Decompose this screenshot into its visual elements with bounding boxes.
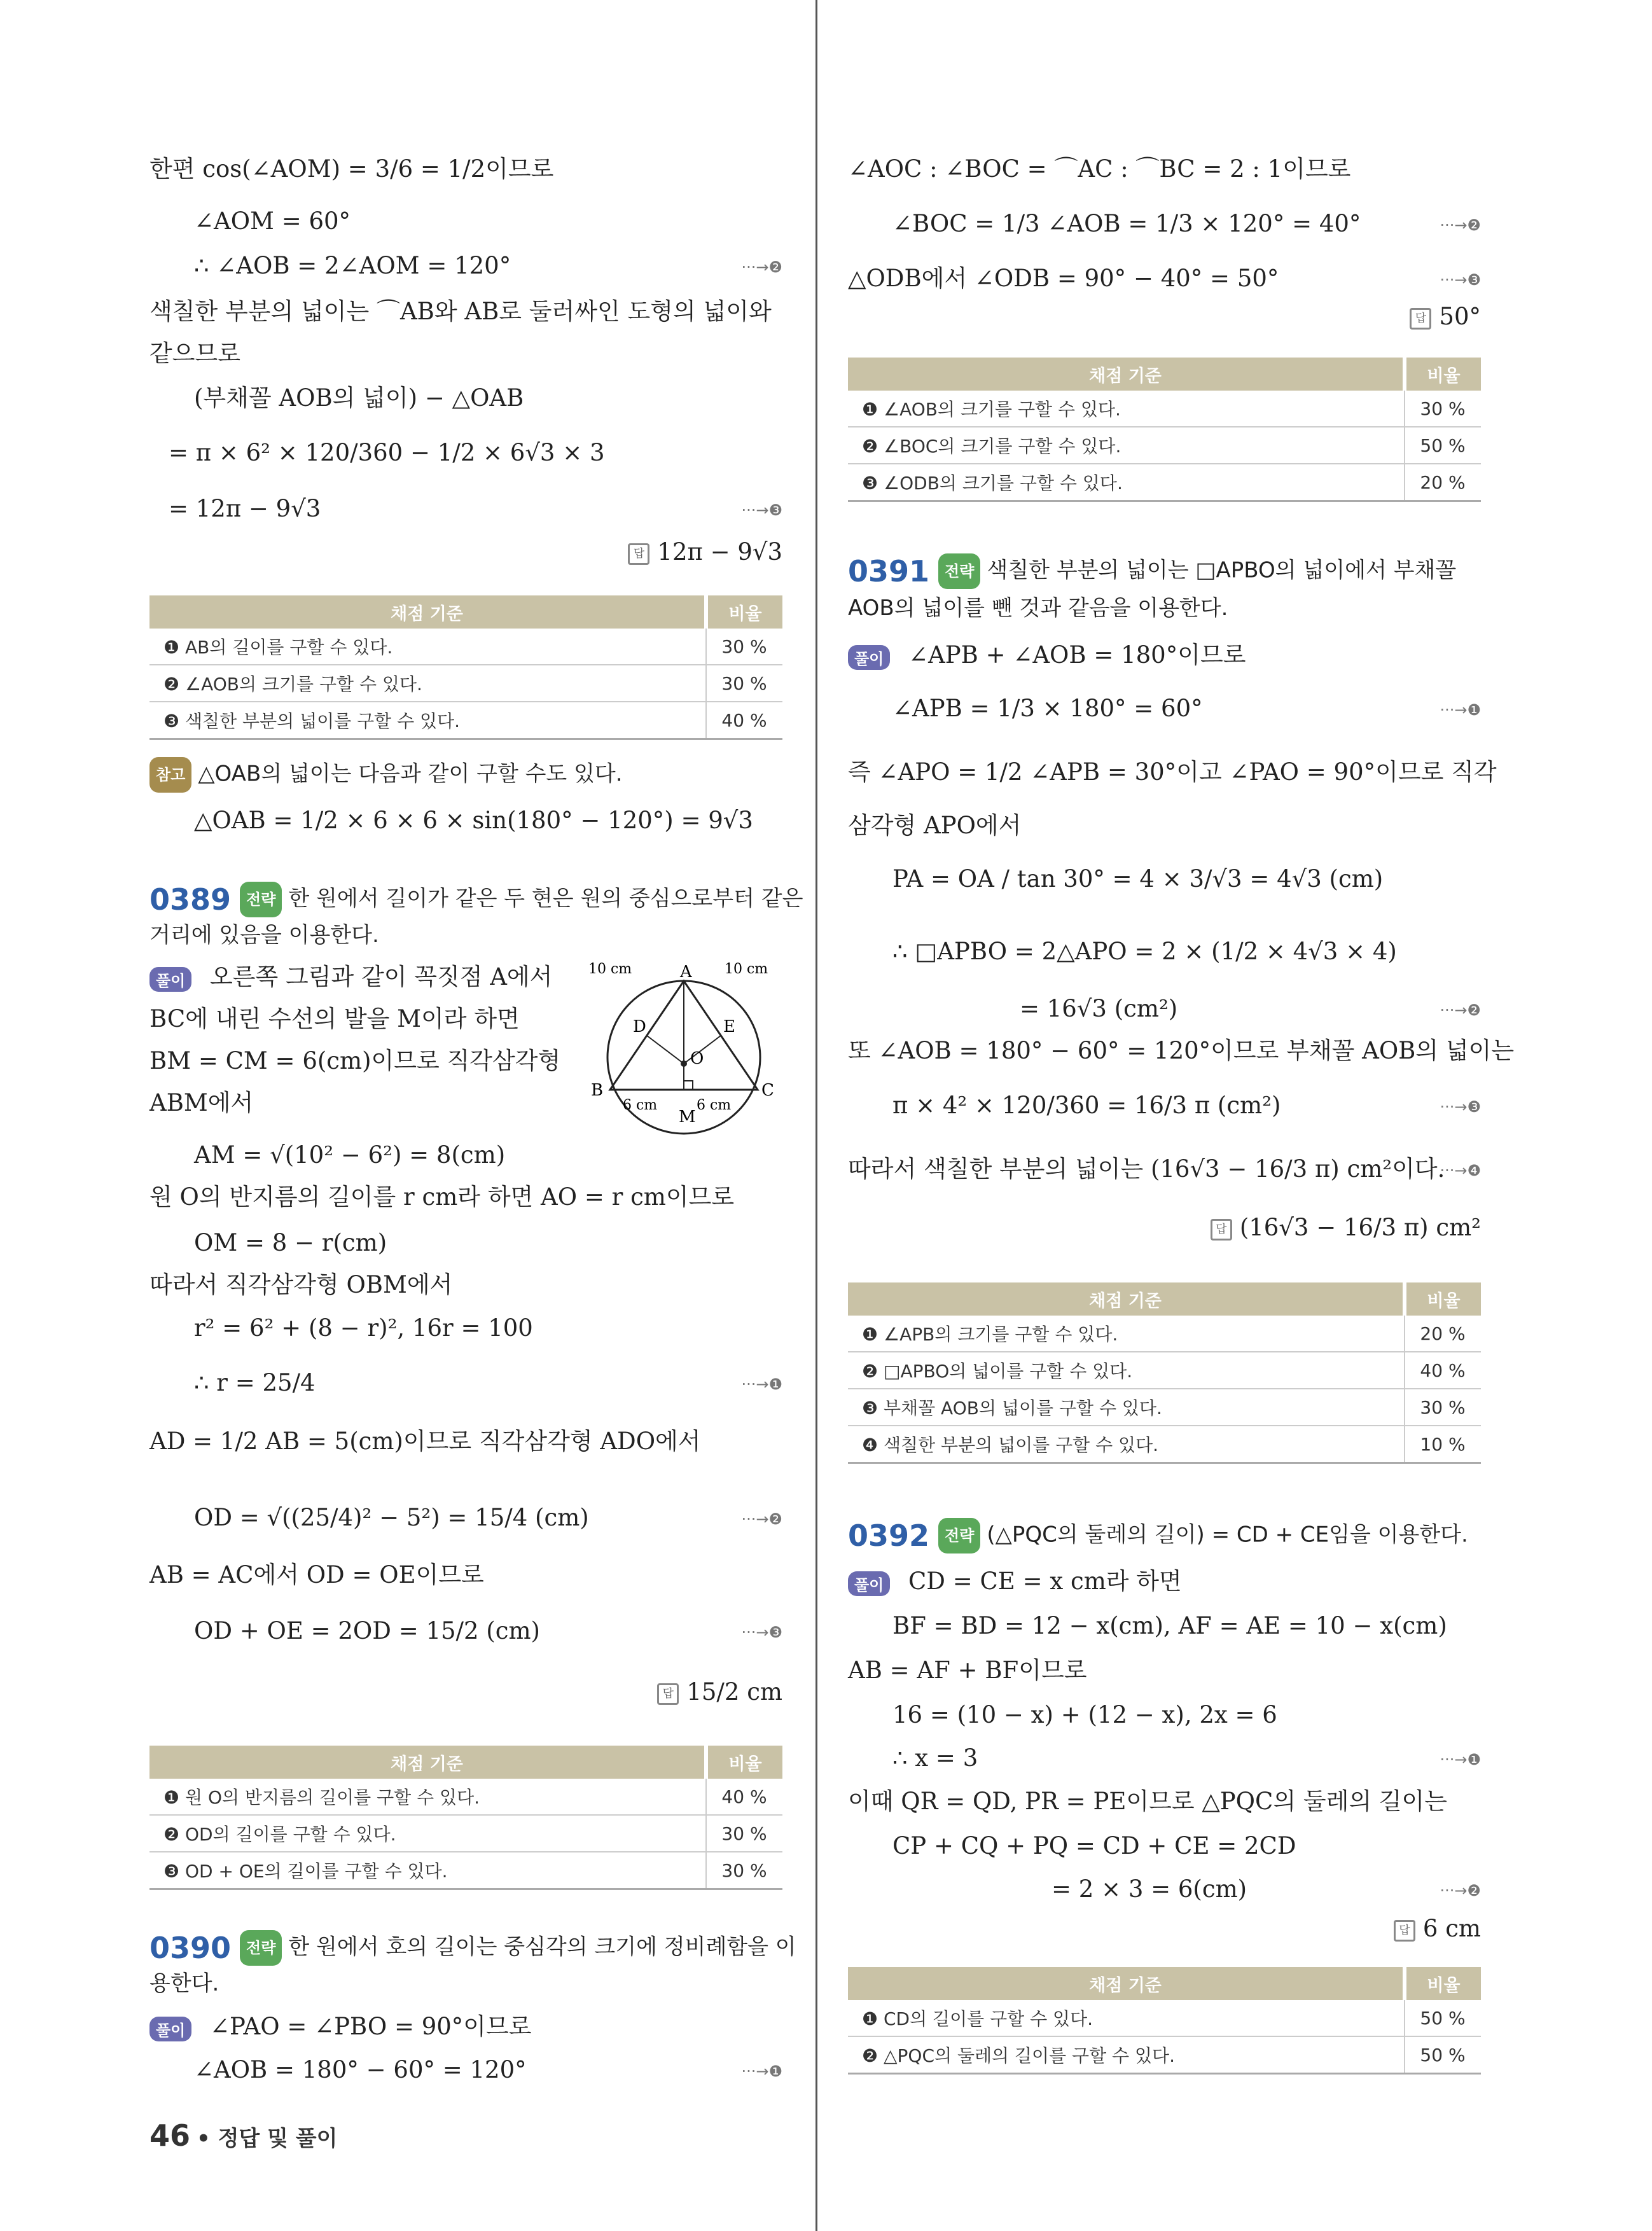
math-text: ∠APB + ∠AOB = 180°이므로 xyxy=(908,641,1246,669)
ratio-cell: 50 % xyxy=(1405,427,1481,464)
math-text: 즉 ∠APO = 1/2 ∠APB = 30°이고 ∠PAO = 90°이므로 직각 xyxy=(848,758,1497,786)
reference-tag: 참고 xyxy=(149,757,191,793)
criteria-header: 채점 기준 xyxy=(149,595,706,629)
label-m: M xyxy=(679,1108,696,1127)
problem-number: 0391 xyxy=(848,554,930,588)
math-text: AB = AF + BF이므로 xyxy=(848,1657,1087,1684)
math-line xyxy=(848,756,1497,789)
math-line xyxy=(848,1654,1481,1687)
criteria-header: 채점 기준 xyxy=(848,358,1405,391)
grading-row xyxy=(149,1815,782,1852)
step-marker xyxy=(1440,1751,1481,1769)
label-bm: 6 cm xyxy=(623,1097,658,1113)
math-text: 한편 cos(∠AOM) = 3/6 = 1/2이므로 xyxy=(149,155,554,183)
step-number: ❷ xyxy=(1467,1882,1481,1900)
math-text: 색칠한 부분의 넓이는 ⌒AB와 AB로 둘러싸인 도형의 넓이와 xyxy=(149,298,772,325)
step-marker xyxy=(1440,1162,1481,1179)
math-line xyxy=(149,1181,782,1214)
math-text: CD = CE = x cm라 하면 xyxy=(908,1567,1182,1595)
step-marker xyxy=(741,258,782,276)
math-line xyxy=(194,1501,782,1534)
problem-0391-strategy-cont: AOB의 넓이를 뺀 것과 같음을 이용한다. xyxy=(848,595,1228,621)
label-b: B xyxy=(591,1081,604,1100)
reference-note: 참고 △OAB의 넓이는 다음과 같이 구할 수도 있다. xyxy=(149,757,782,793)
ratio-cell: 30 % xyxy=(706,1852,782,1889)
step-marker xyxy=(741,501,782,519)
math-line xyxy=(194,205,782,238)
arrow-icon: ···→ xyxy=(1440,1882,1468,1900)
grading-row xyxy=(149,702,782,739)
arrow-icon: ···→ xyxy=(741,258,769,276)
math-text: 오른쪽 그림과 같이 꼭짓점 A에서 xyxy=(210,963,553,990)
strategy-tag: 전략 xyxy=(938,553,980,589)
ratio-cell: 30 % xyxy=(706,629,782,665)
math-line xyxy=(149,1268,782,1302)
math-text: r² = 6² + (8 − r)², 16r = 100 xyxy=(194,1314,533,1342)
solution-tag: 풀이 xyxy=(149,2017,191,2041)
step-marker xyxy=(1440,216,1481,234)
answer-icon: 답 xyxy=(1394,1920,1415,1942)
ratio-cell: 50 % xyxy=(1405,2000,1481,2036)
answer-icon: 답 xyxy=(1211,1219,1232,1241)
strategy-tag: 전략 xyxy=(938,1518,980,1553)
math-line xyxy=(1052,1873,1481,1906)
step-number: ❷ xyxy=(1467,1001,1481,1019)
step-number: ❸ xyxy=(1467,1098,1481,1116)
criteria-cell: ❷ ∠BOC의 크기를 구할 수 있다. xyxy=(848,427,1405,464)
arrow-icon: ···→ xyxy=(1440,701,1468,719)
step-marker xyxy=(1440,1098,1481,1116)
math-line xyxy=(892,1089,1481,1122)
ratio-header: 비율 xyxy=(1405,1282,1481,1316)
math-text: BC에 내린 수선의 발을 M이라 하면 xyxy=(149,1005,520,1032)
criteria-cell: ❹ 색칠한 부분의 넓이를 구할 수 있다. xyxy=(848,1426,1405,1463)
math-line xyxy=(149,1559,782,1592)
math-text: = 12π − 9√3 xyxy=(169,495,321,522)
step-number: ❶ xyxy=(1467,701,1481,719)
arrow-icon: ···→ xyxy=(1440,271,1468,289)
step-marker xyxy=(741,1510,782,1528)
math-text: 따라서 직각삼각형 OBM에서 xyxy=(149,1271,453,1298)
ratio-cell: 50 % xyxy=(1405,2036,1481,2074)
solution-tag: 풀이 xyxy=(149,967,191,992)
math-text: ∠AOB = 180° − 60° = 120° xyxy=(194,2056,527,2083)
criteria-header: 채점 기준 xyxy=(149,1746,706,1779)
label-d: D xyxy=(633,1017,646,1036)
ratio-cell: 40 % xyxy=(706,1779,782,1815)
criteria-cell: ❷ OD의 길이를 구할 수 있다. xyxy=(149,1815,706,1852)
math-line xyxy=(892,1609,1481,1643)
arrow-icon: ···→ xyxy=(741,1623,769,1641)
math-text: ∴ r = 25/4 xyxy=(194,1369,316,1396)
math-text: ∴ ∠AOB = 2∠AOM = 120° xyxy=(194,252,511,279)
arrow-icon: ···→ xyxy=(1440,1162,1468,1179)
math-line xyxy=(848,153,1481,186)
math-line xyxy=(908,639,1481,672)
grading-table-0388 xyxy=(149,595,782,740)
step-number: ❷ xyxy=(768,1510,782,1528)
circle-triangle-diagram xyxy=(588,954,779,1139)
math-line xyxy=(149,337,782,370)
grading-row xyxy=(848,1426,1481,1463)
math-line xyxy=(848,809,1481,842)
criteria-cell: ❶ CD의 길이를 구할 수 있다. xyxy=(848,2000,1405,2036)
math-line xyxy=(194,1139,782,1172)
math-text: BF = BD = 12 − x(cm), AF = AE = 10 − x(cm) xyxy=(892,1612,1447,1639)
math-text: BM = CM = 6(cm)이므로 직각삼각형 xyxy=(149,1047,561,1074)
criteria-cell: ❷ ∠AOB의 크기를 구할 수 있다. xyxy=(149,665,706,702)
math-text: OD + OE = 2OD = 15/2 (cm) xyxy=(194,1617,540,1644)
arrow-icon: ···→ xyxy=(741,2062,769,2080)
math-text: π × 4² × 120/360 = 16/3 π (cm²) xyxy=(892,1092,1281,1119)
math-line xyxy=(892,207,1481,240)
math-line xyxy=(149,1425,782,1458)
math-text: (부채꼴 AOB의 넓이) − △OAB xyxy=(194,384,524,412)
footer-label: • 정답 및 풀이 xyxy=(197,2126,338,2151)
math-line xyxy=(892,1699,1481,1732)
grading-row xyxy=(149,1852,782,1889)
ratio-header: 비율 xyxy=(1405,1967,1481,2000)
math-text: △ODB에서 ∠ODB = 90° − 40° = 50° xyxy=(848,265,1279,292)
ratio-cell: 30 % xyxy=(706,1815,782,1852)
problem-number: 0392 xyxy=(848,1519,930,1553)
problem-0389-strategy-cont: 거리에 있음을 이용한다. xyxy=(149,922,379,948)
label-cm: 6 cm xyxy=(697,1097,732,1113)
grading-row xyxy=(848,464,1481,501)
criteria-cell: ❸ 색칠한 부분의 넓이를 구할 수 있다. xyxy=(149,702,706,739)
ratio-cell: 30 % xyxy=(706,665,782,702)
grading-row xyxy=(848,1389,1481,1426)
math-line xyxy=(194,249,782,282)
math-line xyxy=(149,295,782,328)
ratio-cell: 10 % xyxy=(1405,1426,1481,1463)
math-text: ABM에서 xyxy=(149,1089,254,1116)
problem-0390-strategy: 0390 전략 한 원에서 호의 길이는 중심각의 크기에 정비례함을 이 xyxy=(149,1931,796,1965)
math-text: ∴ □APBO = 2△APO = 2 × (1/2 × 4√3 × 4) xyxy=(892,938,1397,965)
label-a: A xyxy=(680,963,692,982)
grading-table-0392 xyxy=(848,1967,1481,2075)
answer-0389: 답 15/2 cm xyxy=(657,1678,782,1706)
math-line xyxy=(194,1615,782,1648)
label-side-ab: 10 cm xyxy=(588,961,632,977)
step-number: ❷ xyxy=(768,258,782,276)
step-number: ❸ xyxy=(768,1623,782,1641)
ratio-cell: 30 % xyxy=(1405,1389,1481,1426)
ratio-header: 비율 xyxy=(706,595,782,629)
problem-0390-strategy-cont: 용한다. xyxy=(149,1971,219,1996)
label-o: O xyxy=(690,1049,704,1068)
grading-row xyxy=(149,629,782,665)
step-number: ❶ xyxy=(768,2062,782,2080)
strategy-tag: 전략 xyxy=(240,882,282,917)
math-text: ∴ x = 3 xyxy=(892,1744,978,1772)
math-text: ∠AOC : ∠BOC = ⌒AC : ⌒BC = 2 : 1이므로 xyxy=(848,155,1351,183)
math-text: = 16√3 (cm²) xyxy=(1020,995,1178,1022)
step-marker xyxy=(741,1623,782,1641)
page-number: 46 xyxy=(149,2118,191,2153)
math-line xyxy=(892,1830,1481,1863)
math-line xyxy=(169,436,782,469)
math-line xyxy=(848,1034,1515,1067)
grading-row xyxy=(149,1779,782,1815)
math-text: AM = √(10² − 6²) = 8(cm) xyxy=(194,1141,506,1169)
step-number: ❸ xyxy=(1467,271,1481,289)
ratio-cell: 30 % xyxy=(1405,391,1481,427)
step-marker xyxy=(741,2062,782,2080)
grading-table-0390 xyxy=(848,358,1481,502)
math-text: ∠APB = 1/3 × 180° = 60° xyxy=(892,695,1203,722)
criteria-header: 채점 기준 xyxy=(848,1282,1405,1316)
math-line xyxy=(892,692,1481,725)
grading-row xyxy=(848,427,1481,464)
math-text: CP + CQ + PQ = CD + CE = 2CD xyxy=(892,1832,1296,1859)
grading-table-0391 xyxy=(848,1282,1481,1464)
answer-icon: 답 xyxy=(657,1683,679,1705)
answer-icon: 답 xyxy=(1410,308,1431,330)
math-text: = π × 6² × 120/360 − 1/2 × 6√3 × 3 xyxy=(169,439,605,466)
criteria-cell: ❶ AB의 길이를 구할 수 있다. xyxy=(149,629,706,665)
math-line xyxy=(1020,992,1481,1025)
math-text: 또 ∠AOB = 180° − 60° = 120°이므로 부채꼴 AOB의 넓이는 xyxy=(848,1037,1515,1064)
math-line xyxy=(149,153,782,186)
math-line xyxy=(194,1227,782,1260)
math-text: AB = AC에서 OD = OE이므로 xyxy=(149,1561,484,1588)
math-text: 같으므로 xyxy=(149,340,240,367)
arrow-icon: ···→ xyxy=(741,1510,769,1528)
step-number: ❸ xyxy=(768,501,782,519)
math-text: 삼각형 APO에서 xyxy=(848,812,1022,839)
answer-0392: 답 6 cm xyxy=(1394,1915,1481,1942)
math-line xyxy=(194,1366,782,1400)
ratio-cell: 20 % xyxy=(1405,464,1481,501)
answer-icon: 답 xyxy=(628,543,649,565)
math-line xyxy=(848,262,1481,295)
step-number: ❷ xyxy=(1467,216,1481,234)
math-line xyxy=(908,1565,1481,1598)
step-marker xyxy=(1440,701,1481,719)
grading-row xyxy=(848,2036,1481,2074)
problem-0391-strategy: 0391 전략 색칠한 부분의 넓이는 □APBO의 넓이에서 부채꼴 xyxy=(848,554,1457,588)
grading-row xyxy=(848,1352,1481,1389)
grading-row xyxy=(848,391,1481,427)
strategy-tag: 전략 xyxy=(240,1930,282,1966)
solution-tag: 풀이 xyxy=(848,1571,890,1596)
reference-formula: △OAB = 1/2 × 6 × 6 × sin(180° − 120°) = 9√3 xyxy=(194,807,753,834)
math-line xyxy=(892,935,1481,968)
ratio-header: 비율 xyxy=(1405,358,1481,391)
math-text: 따라서 색칠한 부분의 넓이는 (16√3 − 16/3 π) cm²이다. xyxy=(848,1155,1445,1183)
criteria-cell: ❶ ∠AOB의 크기를 구할 수 있다. xyxy=(848,391,1405,427)
arrow-icon: ···→ xyxy=(1440,1751,1468,1769)
criteria-cell: ❶ 원 O의 반지름의 길이를 구할 수 있다. xyxy=(149,1779,706,1815)
math-text: PA = OA / tan 30° = 4 × 3/√3 = 4√3 (cm) xyxy=(892,865,1384,893)
math-text: ∠PAO = ∠PBO = 90°이므로 xyxy=(210,2013,532,2040)
step-number: ❶ xyxy=(768,1375,782,1393)
arrow-icon: ···→ xyxy=(741,501,769,519)
criteria-cell: ❷ △PQC의 둘레의 길이를 구할 수 있다. xyxy=(848,2036,1405,2074)
column-divider xyxy=(816,0,817,2231)
math-text: OM = 8 − r(cm) xyxy=(194,1229,387,1256)
math-text: 16 = (10 − x) + (12 − x), 2x = 6 xyxy=(892,1701,1277,1728)
arrow-icon: ···→ xyxy=(1440,216,1468,234)
arrow-icon: ···→ xyxy=(741,1375,769,1393)
answer-0390: 답 50° xyxy=(1410,303,1481,330)
criteria-cell: ❸ ∠ODB의 크기를 구할 수 있다. xyxy=(848,464,1405,501)
math-text: AD = 1/2 AB = 5(cm)이므로 직각삼각형 ADO에서 xyxy=(149,1428,701,1455)
problem-0392-strategy: 0392 전략 (△PQC의 둘레의 길이) = CD + CE임을 이용한다. xyxy=(848,1519,1468,1553)
math-line xyxy=(892,1742,1481,1775)
problem-number: 0390 xyxy=(149,1931,232,1965)
arrow-icon: ···→ xyxy=(1440,1098,1468,1116)
solution-tag: 풀이 xyxy=(848,645,890,670)
ratio-cell: 20 % xyxy=(1405,1316,1481,1352)
math-line xyxy=(848,1153,1481,1186)
arrow-icon: ···→ xyxy=(1440,1001,1468,1019)
grading-row xyxy=(149,665,782,702)
grading-row xyxy=(848,1316,1481,1352)
criteria-header: 채점 기준 xyxy=(848,1967,1405,2000)
math-line xyxy=(194,1312,782,1345)
ratio-cell: 40 % xyxy=(1405,1352,1481,1389)
math-line xyxy=(169,492,782,525)
label-c: C xyxy=(761,1081,774,1100)
ratio-cell: 40 % xyxy=(706,702,782,739)
step-marker xyxy=(1440,1882,1481,1900)
step-marker xyxy=(741,1375,782,1393)
criteria-cell: ❶ ∠APB의 크기를 구할 수 있다. xyxy=(848,1316,1405,1352)
math-text: ∠AOM = 60° xyxy=(194,207,351,235)
math-text: 이때 QR = QD, PR = PE이므로 △PQC의 둘레의 길이는 xyxy=(848,1788,1448,1815)
math-text: OD = √((25/4)² − 5²) = 15/4 (cm) xyxy=(194,1504,589,1531)
math-text: 원 O의 반지름의 길이를 r cm라 하면 AO = r cm이므로 xyxy=(149,1183,735,1211)
criteria-cell: ❷ □APBO의 넓이를 구할 수 있다. xyxy=(848,1352,1405,1389)
criteria-cell: ❸ OD + OE의 길이를 구할 수 있다. xyxy=(149,1852,706,1889)
problem-number: 0389 xyxy=(149,882,232,917)
math-line xyxy=(892,863,1481,896)
step-marker xyxy=(1440,1001,1481,1019)
step-marker xyxy=(1440,271,1481,289)
step-number: ❹ xyxy=(1467,1162,1481,1179)
math-line xyxy=(194,382,782,415)
grading-table-0389 xyxy=(149,1746,782,1890)
answer-0388: 답 12π − 9√3 xyxy=(628,538,782,566)
grading-row xyxy=(848,2000,1481,2036)
answer-0391: 답 (16√3 − 16/3 π) cm² xyxy=(1211,1214,1481,1241)
math-text: ∠BOC = 1/3 ∠AOB = 1/3 × 120° = 40° xyxy=(892,210,1361,237)
math-line xyxy=(194,2054,782,2087)
step-number: ❶ xyxy=(1467,1751,1481,1769)
criteria-cell: ❸ 부채꼴 AOB의 넓이를 구할 수 있다. xyxy=(848,1389,1405,1426)
problem-0389-strategy: 0389 전략 한 원에서 길이가 같은 두 현은 원의 중심으로부터 같은 xyxy=(149,882,803,917)
ratio-header: 비율 xyxy=(706,1746,782,1779)
label-side-ac: 10 cm xyxy=(725,961,768,977)
math-text: = 2 × 3 = 6(cm) xyxy=(1052,1875,1247,1903)
math-line xyxy=(848,1785,1481,1818)
math-line xyxy=(210,2010,782,2043)
label-e: E xyxy=(723,1017,735,1036)
page-footer xyxy=(149,2118,337,2153)
